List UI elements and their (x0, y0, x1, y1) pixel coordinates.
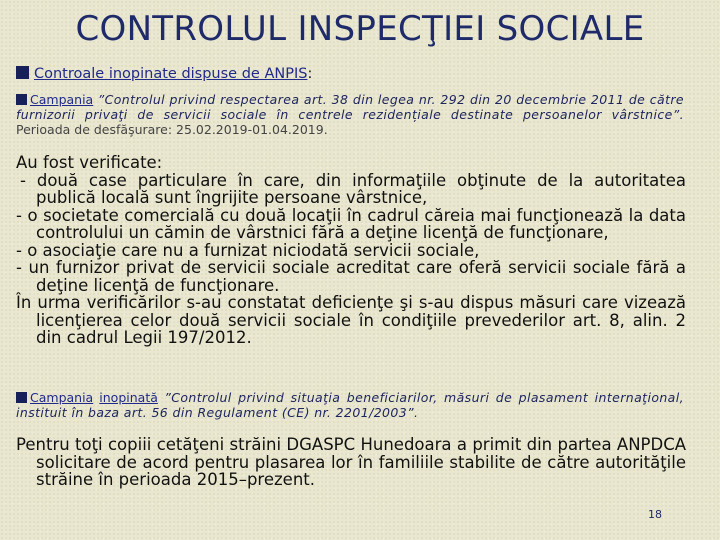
final-paragraph: Pentru toţi copiii cetăţeni străini DGASPC Hunedoara a primit din partea ANPDCA solicitare de acord pentru plasarea lor în familiile stabilite de către autorităţile străine în perioada 2015–prezent. (16, 435, 686, 489)
verified-item: - un furnizor privat de servicii sociale acreditat care oferă servicii sociale fără a deţine licenţă de funcţionare. (16, 258, 686, 295)
verified-section (16, 154, 686, 347)
verified-heading: Au fost verificate: (16, 153, 163, 172)
page-number: 18 (648, 508, 662, 521)
campaign-period: Perioada de desfăşurare: 25.02.2019-01.04.2019. (16, 122, 328, 137)
square-bullet-icon (16, 392, 27, 403)
verified-item: - două case particulare în care, din informaţiile obţinute de la autoritatea publică locală sunt îngrijite persoane vârstnice, (20, 170, 686, 207)
anpis-link[interactable]: Controale inopinate dispuse de ANPIS (34, 66, 308, 82)
campaign-title: ”Controlul privind situaţia beneficiarilor, măsuri de plasament internaţional, instituit în baza art. 56 din Regulament (CE) nr. 2201/2003”. (16, 390, 684, 420)
bullet-colon: : (307, 66, 313, 82)
verified-item: - o societate comercială cu două locaţii în cadrul căreia mai funcţionează la data controlului un cămin de vârstnici fără a deţine licenţă de funcţionare, (16, 205, 686, 242)
bullet-anpis (16, 66, 706, 83)
square-bullet-icon (16, 66, 29, 79)
square-bullet-icon (16, 94, 27, 105)
campaign-link[interactable]: Campania (30, 92, 94, 107)
campaign-link[interactable]: Campania (30, 390, 94, 405)
campaign-title: ”Controlul privind respectarea art. 38 din legea nr. 292 din 20 decembrie 2011 de către furnizorii privaţi de servicii sociale în centrele rezidențiale destinate persoanelor vârstnice”. (16, 92, 684, 122)
verified-item: - o asociaţie care nu a furnizat niciodată servicii sociale, (16, 240, 480, 260)
campaign-note-1 (16, 92, 684, 137)
inopinata-link[interactable]: inopinată (99, 390, 158, 405)
verified-conclusion: În urma verificărilor s-au constatat deficienţe şi s-au dispus măsuri care vizează licenţierea celor două servicii sociale în condiţiile prevederilor art. 8, alin. 2 din cadrul Legii 197/2012. (16, 293, 686, 347)
final-section (16, 436, 686, 489)
campaign-note-2 (16, 390, 684, 420)
page-title: CONTROLUL INSPECŢIEI SOCIALE (75, 9, 645, 49)
